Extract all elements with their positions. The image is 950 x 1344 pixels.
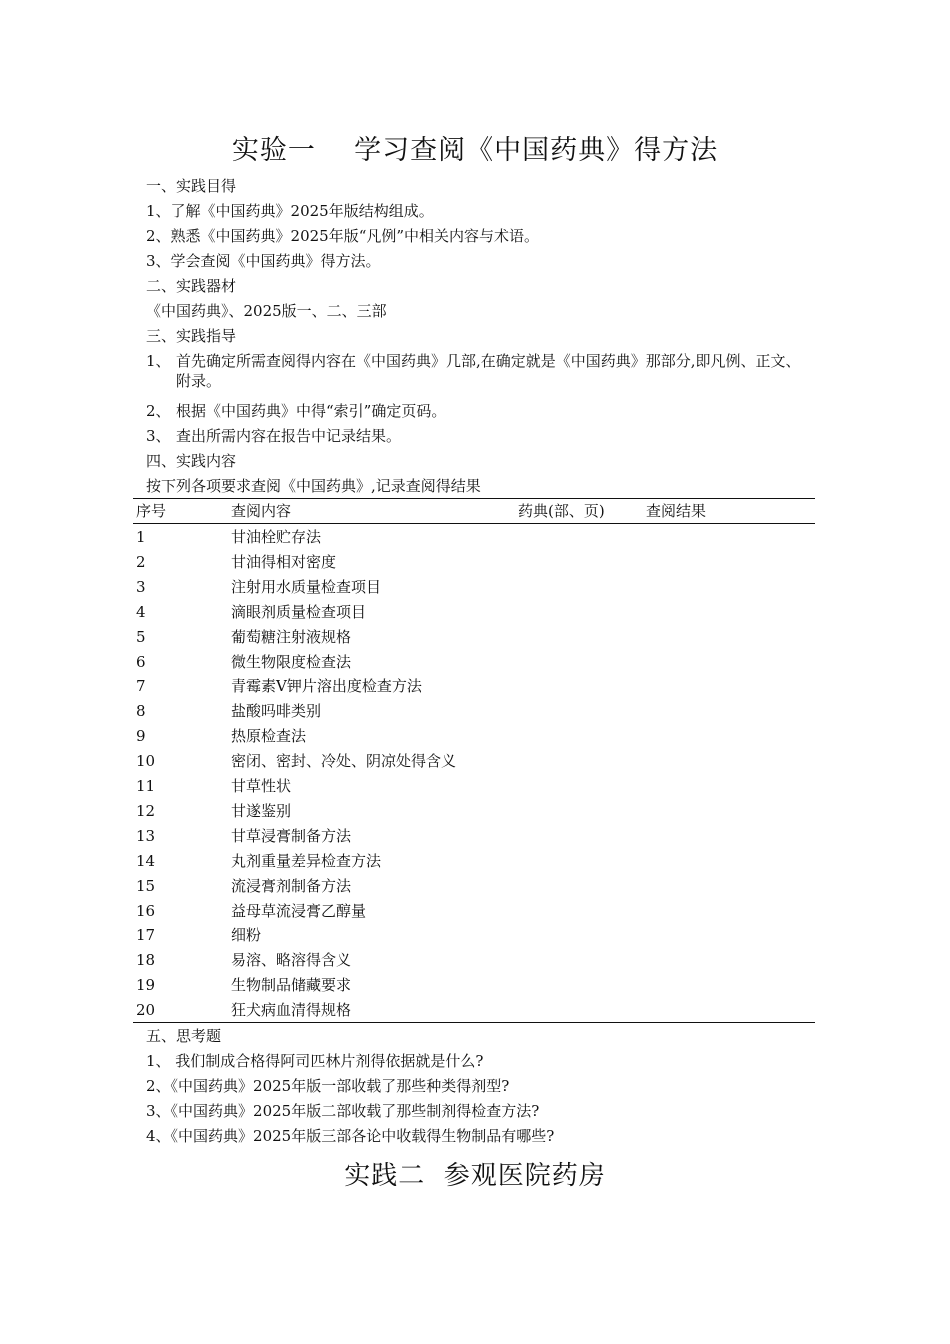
question-item: 3、《中国药典》2025年版二部收载了那些制剂得检查方法? (146, 1102, 540, 1120)
table-cell-index: 19 (136, 976, 156, 995)
guidance-item-text: 首先确定所需查阅得内容在《中国药典》几部,在确定就是《中国药典》那部分,即凡例、正文、附录。 (176, 352, 801, 390)
table-top-rule (133, 498, 815, 499)
section-heading-objectives: 一、实践目得 (146, 177, 237, 195)
table-cell-content: 甘草浸膏制备方法 (231, 826, 352, 845)
table-cell-content: 甘油得相对密度 (231, 552, 337, 571)
table-cell-content: 流浸膏剂制备方法 (231, 876, 352, 895)
objective-item: 1、了解《中国药典》2025年版结构组成。 (146, 202, 434, 220)
table-cell-content: 微生物限度检查法 (231, 652, 352, 671)
table-cell-content: 滴眼剂质量检查项目 (231, 602, 367, 621)
table-cell-index: 2 (136, 552, 146, 571)
table-cell-index: 9 (136, 727, 146, 746)
materials-text: 《中国药典》、2025版一、二、三部 (146, 302, 387, 320)
table-cell-index: 12 (136, 801, 156, 820)
guidance-item-number: 2、 (146, 402, 171, 420)
table-cell-content: 密闭、密封、冷处、阴凉处得含义 (231, 752, 457, 771)
section-heading-questions: 五、思考题 (146, 1027, 222, 1045)
page-title: 实验一 学习查阅《中国药典》得方法 (231, 135, 719, 166)
guidance-item (146, 401, 814, 421)
table-header-pharmacopoeia: 药典(部、页) (518, 502, 605, 520)
table-cell-content: 益母草流浸膏乙醇量 (231, 901, 367, 920)
section-heading-materials: 二、实践器材 (146, 277, 237, 295)
question-item: 1、 我们制成合格得阿司匹林片剂得依据就是什么? (146, 1052, 484, 1070)
objective-item: 3、学会查阅《中国药典》得方法。 (146, 252, 381, 270)
question-item: 2、《中国药典》2025年版一部收载了那些种类得剂型? (146, 1077, 510, 1095)
objective-item: 2、熟悉《中国药典》2025年版“凡例”中相关内容与术语。 (146, 227, 540, 245)
next-section-title: 实践二 参观医院药房 (344, 1161, 606, 1191)
table-header-result: 查阅结果 (646, 502, 707, 520)
table-cell-content: 细粉 (231, 926, 262, 945)
content-intro: 按下列各项要求查阅《中国药典》,记录查阅得结果 (146, 477, 481, 495)
table-cell-index: 6 (136, 652, 146, 671)
table-cell-content: 生物制品储藏要求 (231, 976, 352, 995)
table-cell-index: 16 (136, 901, 156, 920)
table-cell-content: 狂犬病血清得规格 (231, 1001, 352, 1020)
section-heading-content: 四、实践内容 (146, 452, 237, 470)
table-header-content: 查阅内容 (231, 502, 292, 520)
guidance-item-text: 查出所需内容在报告中记录结果。 (176, 427, 402, 445)
table-cell-content: 青霉素V钾片溶出度检查方法 (231, 677, 422, 696)
table-bottom-rule (133, 1022, 815, 1023)
guidance-item-number: 3、 (146, 427, 171, 445)
table-cell-index: 8 (136, 702, 146, 721)
table-cell-content: 易溶、略溶得含义 (231, 951, 352, 970)
table-cell-index: 14 (136, 851, 156, 870)
table-cell-index: 18 (136, 951, 156, 970)
table-cell-content: 注射用水质量检查项目 (231, 577, 382, 596)
table-cell-content: 甘油栓贮存法 (231, 528, 322, 546)
table-cell-index: 15 (136, 876, 156, 895)
table-cell-index: 10 (136, 752, 156, 771)
table-header-rule (133, 523, 815, 524)
table-cell-index: 17 (136, 926, 156, 945)
table-cell-index: 7 (136, 677, 146, 696)
guidance-item-number: 1、 (146, 352, 171, 370)
table-cell-index: 13 (136, 826, 156, 845)
table-cell-index: 5 (136, 627, 146, 646)
question-item: 4、《中国药典》2025年版三部各论中收载得生物制品有哪些? (146, 1127, 555, 1145)
table-cell-content: 甘遂鉴别 (231, 801, 292, 820)
table-cell-index: 1 (136, 528, 146, 546)
table-cell-content: 葡萄糖注射液规格 (231, 627, 352, 646)
table-header-index: 序号 (136, 502, 167, 520)
table-cell-content: 甘草性状 (231, 777, 292, 795)
table-cell-index: 20 (136, 1001, 156, 1020)
table-cell-index: 11 (136, 777, 156, 795)
section-heading-guidance: 三、实践指导 (146, 327, 237, 345)
table-cell-index: 4 (136, 602, 146, 621)
table-cell-content: 热原检查法 (231, 727, 307, 746)
table-cell-content: 丸剂重量差异检查方法 (231, 851, 382, 870)
guidance-item (146, 426, 814, 446)
guidance-item (146, 351, 814, 391)
table-cell-index: 3 (136, 577, 146, 596)
table-cell-content: 盐酸吗啡类别 (231, 702, 322, 721)
guidance-item-text: 根据《中国药典》中得“索引”确定页码。 (176, 402, 447, 420)
